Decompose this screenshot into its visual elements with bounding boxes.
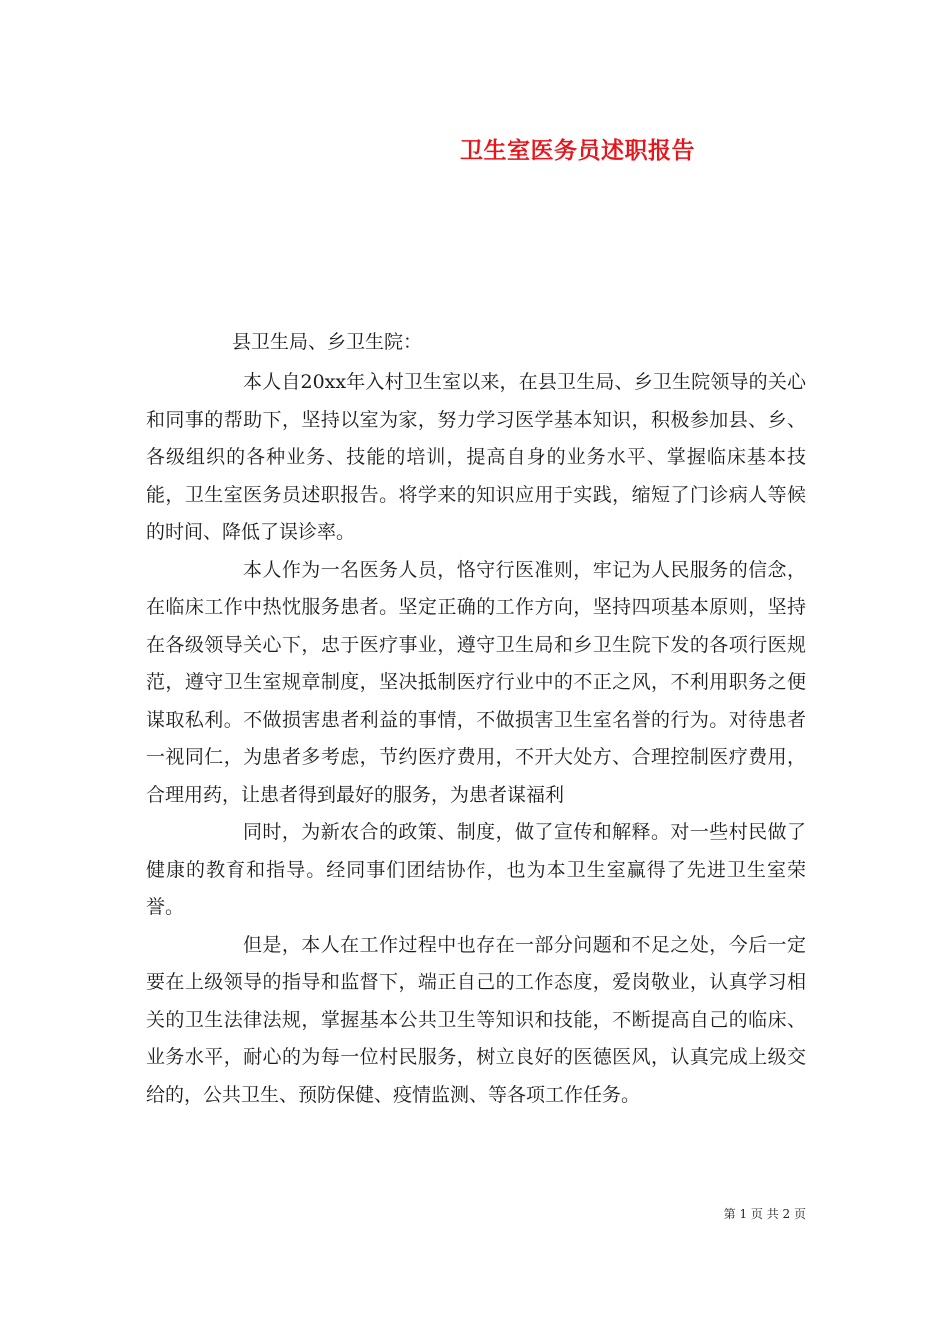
document-title: 卫生室医务员述职报告 [460, 137, 695, 164]
salutation: 县卫生局、乡卫生院： [232, 331, 423, 353]
page-footer: 第 1 页 共 2 页 [723, 1207, 806, 1221]
paragraph-4: 但是，本人在工作过程中也存在一部分问题和不足之处，今后一定要在上级领导的指导和监督下，端正自己的工作态度，爱岗敬业，认真学习相关的卫生法律法规，掌握基本公共卫生等知识和技能，不断提高自己的临床、业务水平，耐心的为每一位村民服务，树立良好的医德医风，认真完成上级交给的，公共卫生、预防保健、疫情监测、等各项工作任务。 [146, 933, 806, 1106]
paragraph-1: 本人自20xx年入村卫生室以来，在县卫生局、乡卫生院领导的关心和同事的帮助下，坚持以室为家，努力学习医学基本知识，积极参加县、乡、各级组织的各种业务、技能的培训，提高自身的业务水平、掌握临床基本技能，卫生室医务员述职报告。将学来的知识应用于实践，缩短了门诊病人等候的时间、降低了误诊率。 [146, 371, 806, 543]
paragraph-3: 同时，为新农合的政策、制度，做了宣传和解释。对一些村民做了健康的教育和指导。经同事们团结协作，也为本卫生室赢得了先进卫生室荣誉。 [146, 821, 806, 918]
paragraph-2: 本人作为一名医务人员，恪守行医准则，牢记为人民服务的信念，在临床工作中热忱服务患者。坚定正确的工作方向，坚持四项基本原则，坚持在各级领导关心下，忠于医疗事业，遵守卫生局和乡卫生院下发的各项行医规范，遵守卫生室规章制度，坚决抵制医疗行业中的不正之风，不利用职务之便谋取私利。不做损害患者利益的事情，不做损害卫生室名誉的行为。对待患者一视同仁，为患者多考虑，节约医疗费用，不开大处方、合理控制医疗费用，合理用药，让患者得到最好的服务，为患者谋福利 [146, 558, 806, 806]
document-body [146, 364, 806, 1114]
